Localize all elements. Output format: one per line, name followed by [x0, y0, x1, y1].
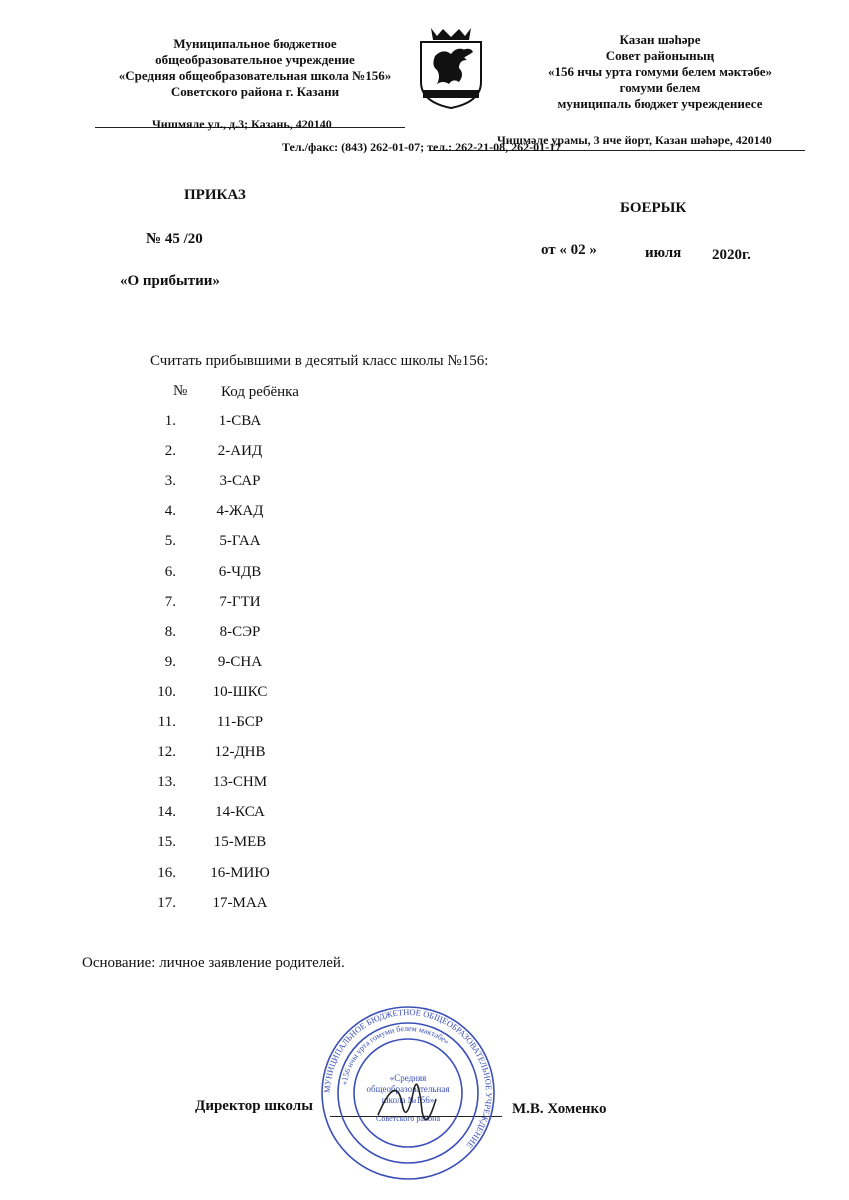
child-code: 8-СЭР — [219, 624, 261, 640]
table-row — [146, 895, 306, 915]
table-row — [146, 774, 306, 794]
child-code: 12-ДНВ — [214, 744, 266, 760]
child-code: 1-СВА — [218, 413, 262, 429]
signature-name: М.В. Хоменко — [512, 1101, 607, 1117]
child-code: 9-СНА — [217, 654, 263, 670]
row-number: 16. — [157, 865, 176, 881]
header-right-line: гомуми белем — [619, 80, 701, 95]
order-subject: «О прибытии» — [120, 273, 220, 289]
header-left-line: «Средняя общеобразовательная школа №156» — [118, 68, 392, 83]
header-right — [500, 32, 820, 112]
child-code: 17-МАА — [212, 895, 268, 911]
row-number: 5. — [164, 533, 176, 549]
header-right-line: «156 нчы урта гомуми белем мәктәбе» — [547, 64, 773, 79]
row-number: 15. — [157, 834, 176, 850]
address-right: Чишмәле урамы, 3 нче йорт, Казан шәһәре, 420140 — [497, 133, 772, 147]
basis-text: Основание: личное заявление родителей. — [82, 955, 345, 971]
table-row — [146, 654, 306, 674]
header-left-line: Муниципальное бюджетное — [173, 36, 337, 51]
header-right-line: Казан шәһәре — [619, 32, 701, 47]
child-code: 13-СНМ — [212, 774, 268, 790]
child-code: 3-САР — [219, 473, 261, 489]
col-header-code: Код ребёнка — [221, 384, 299, 400]
child-code: 4-ЖАД — [216, 503, 264, 519]
table-row — [146, 503, 306, 523]
coat-of-arms-icon — [413, 26, 489, 110]
school-stamp — [318, 1003, 498, 1183]
row-number: 17. — [157, 895, 176, 911]
header-left-line: общеобразовательное учреждение — [155, 52, 355, 67]
child-code: 2-АИД — [217, 443, 263, 459]
stamp-center-line: школа №156» — [381, 1095, 435, 1105]
order-date-prefix: от « 02 » — [541, 242, 597, 258]
table-row — [146, 714, 306, 734]
row-number: 8. — [164, 624, 176, 640]
signature-title: Директор школы — [195, 1098, 313, 1114]
col-header-num: № — [173, 383, 188, 399]
child-code: 6-ЧДВ — [218, 564, 262, 580]
table-row — [146, 834, 306, 854]
table-row — [146, 684, 306, 704]
stamp-center-line: «Средняя — [389, 1073, 427, 1083]
stamp-ring-inner: «156 нчы урта гомуми белем мәктәбе» — [339, 1023, 451, 1086]
row-number: 1. — [164, 413, 176, 429]
order-title-ru: ПРИКАЗ — [184, 187, 246, 203]
order-date-year: 2020г. — [712, 247, 751, 263]
table-row — [146, 564, 306, 584]
table-row — [146, 443, 306, 463]
row-number: 4. — [164, 503, 176, 519]
order-date-month: июля — [645, 245, 682, 261]
table-row — [146, 624, 306, 644]
table-row — [146, 804, 306, 824]
child-code: 11-БСР — [216, 714, 264, 730]
stamp-bottom: Советского района — [376, 1114, 440, 1123]
row-number: 6. — [164, 564, 176, 580]
row-number: 12. — [157, 744, 176, 760]
table-row — [146, 473, 306, 493]
child-code: 16-МИЮ — [210, 865, 270, 881]
stamp-center-line: общеобразовательная — [366, 1084, 450, 1094]
row-number: 11. — [157, 714, 176, 730]
row-number: 2. — [164, 443, 176, 459]
table-row — [146, 865, 306, 885]
header-left — [95, 36, 415, 100]
row-number: 3. — [164, 473, 176, 489]
row-number: 10. — [157, 684, 176, 700]
header-left-line: Советского района г. Казани — [170, 84, 340, 99]
table-row — [146, 533, 306, 553]
child-code: 15-МЕВ — [213, 834, 267, 850]
child-code: 7-ГТИ — [219, 594, 261, 610]
child-code: 5-ГАА — [219, 533, 261, 549]
header-right-line: муниципаль бюджет учреждениесе — [557, 96, 763, 111]
row-number: 13. — [157, 774, 176, 790]
table-row — [146, 594, 306, 614]
order-title-tt: БОЕРЫК — [620, 200, 687, 216]
stamp-ring-outer: МУНИЦИПАЛЬНОЕ БЮДЖЕТНОЕ ОБЩЕОБРАЗОВАТЕЛЬНОЕ УЧРЕЖДЕНИЕ — [321, 1006, 495, 1151]
intro-text: Считать прибывшими в десятый класс школы №156: — [150, 353, 489, 369]
row-number: 9. — [164, 654, 176, 670]
table-row — [146, 413, 306, 433]
phones: Тел./факс: (843) 262-01-07; тел.: 262-21-08, 262-01-17 — [282, 140, 562, 154]
header-right-line: Совет районының — [605, 48, 715, 63]
order-number: № 45 /20 — [146, 231, 203, 247]
child-code: 10-ШКС — [212, 684, 268, 700]
table-row — [146, 744, 306, 764]
row-number: 7. — [164, 594, 176, 610]
child-code: 14-КСА — [215, 804, 265, 820]
row-number: 14. — [157, 804, 176, 820]
address-left: Чишмяле ул., д.3; Казань, 420140 — [152, 117, 332, 131]
